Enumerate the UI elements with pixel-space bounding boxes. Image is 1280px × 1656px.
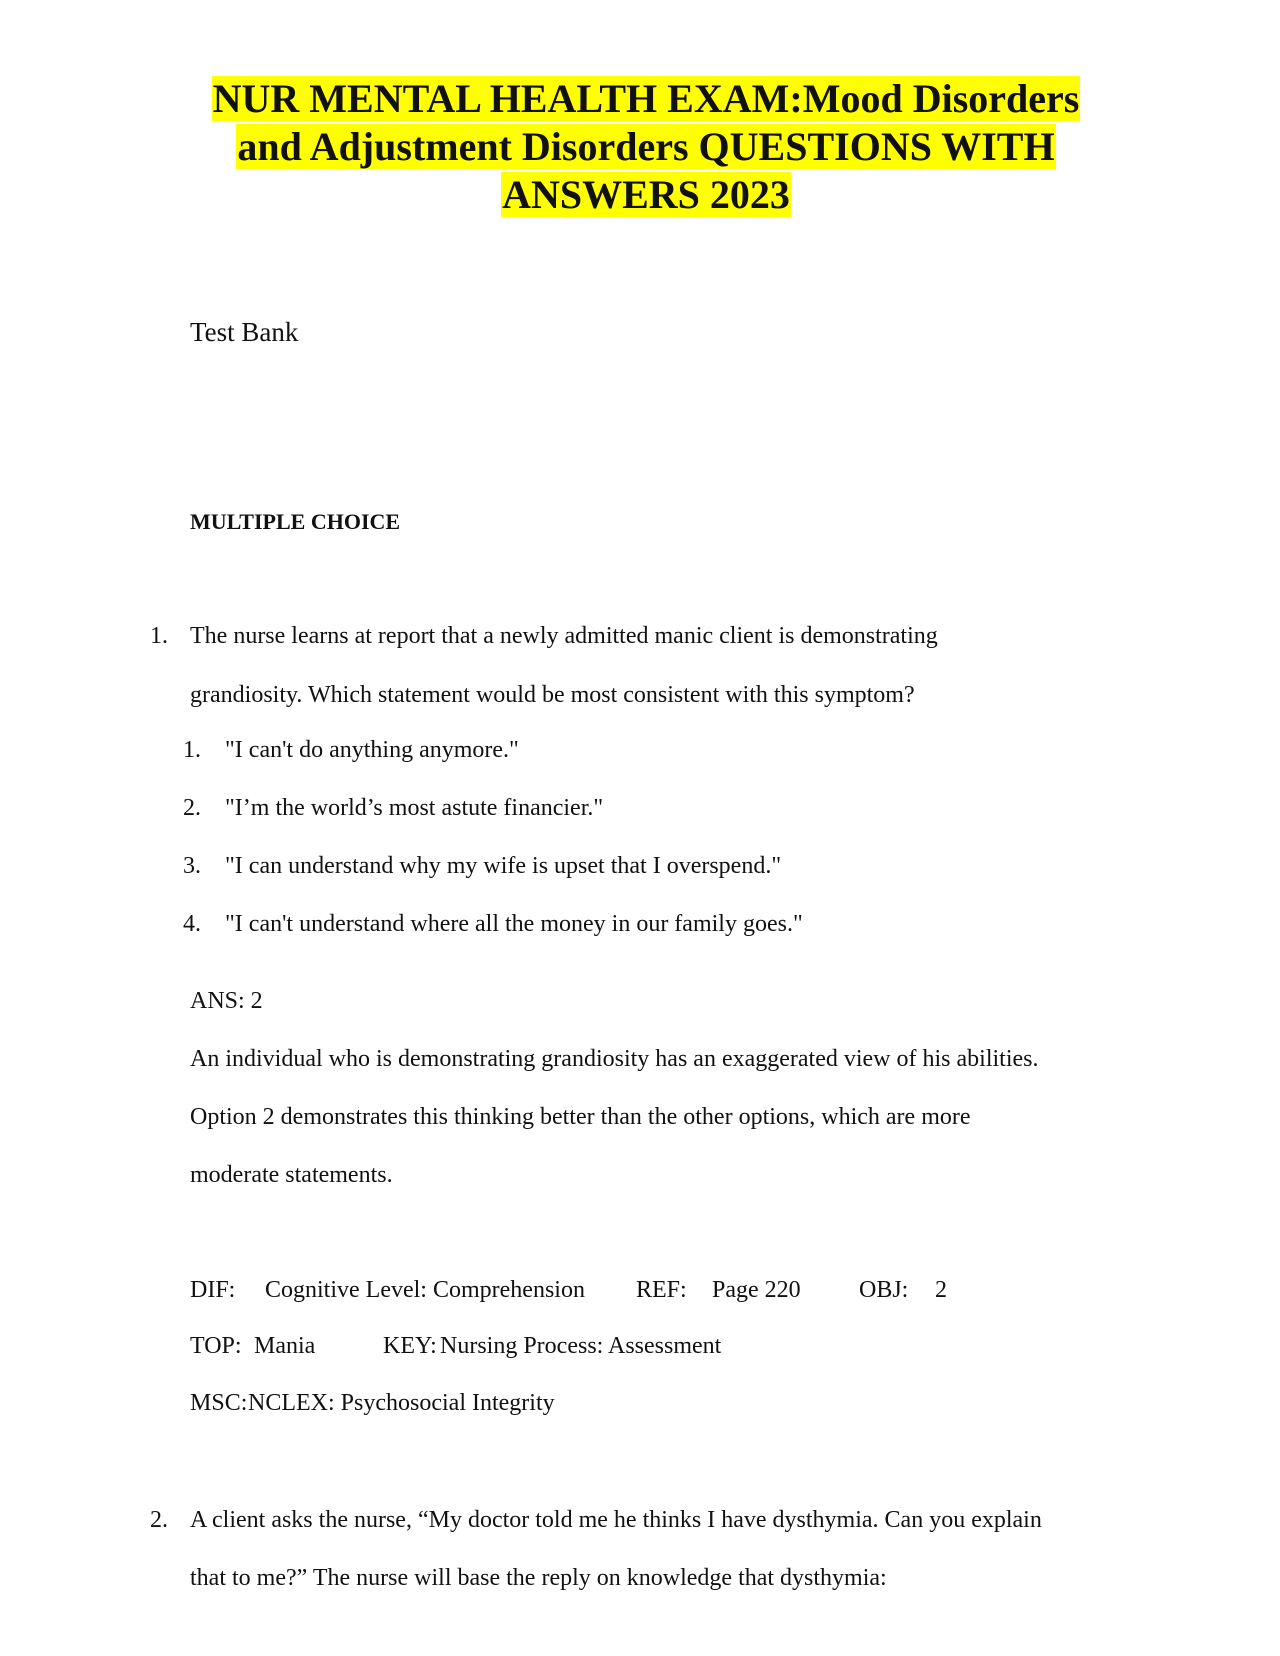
title-line-3-text: ANSWERS 2023 <box>502 172 790 217</box>
question-text-line: grandiosity. Which statement would be most consistent with this symptom? <box>190 682 915 708</box>
question-text-line: A client asks the nurse, “My doctor told me he thinks I have dysthymia. Can you explain <box>190 1507 1042 1533</box>
title-line-2 <box>0 123 1280 171</box>
title-line-2-text: and Adjustment Disorders QUESTIONS WITH <box>237 124 1055 169</box>
section-heading: MULTIPLE CHOICE <box>190 509 401 534</box>
key-value: Nursing Process: Assessment <box>440 1333 722 1359</box>
option-text: "I can understand why my wife is upset that I overspend." <box>225 853 782 879</box>
ref-label: REF: <box>636 1277 687 1303</box>
option-text: "I’m the world’s most astute financier." <box>225 795 604 821</box>
title-line-1 <box>0 75 1280 123</box>
rationale-line: moderate statements. <box>190 1162 393 1188</box>
question-text-line: The nurse learns at report that a newly admitted manic client is demonstrating <box>190 623 938 649</box>
option-number: 1. <box>183 737 201 763</box>
rationale-line: An individual who is demonstrating grandiosity has an exaggerated view of his abilities. <box>190 1046 1039 1072</box>
option-number: 4. <box>183 911 201 937</box>
top-label: TOP: <box>190 1333 242 1359</box>
option-text: "I can't understand where all the money in our family goes." <box>225 911 803 937</box>
title-line-3 <box>0 171 1280 219</box>
answer-key: ANS: 2 <box>190 988 263 1014</box>
obj-label: OBJ: <box>859 1277 909 1303</box>
option-number: 3. <box>183 853 201 879</box>
title-line-1-text: NUR MENTAL HEALTH EXAM:Mood Disorders <box>212 76 1080 121</box>
obj-value: 2 <box>935 1277 947 1303</box>
dif-label: DIF: <box>190 1277 236 1303</box>
option-text: "I can't do anything anymore." <box>225 737 519 763</box>
subtitle: Test Bank <box>190 317 299 347</box>
key-label: KEY: <box>383 1333 437 1359</box>
ref-value: Page 220 <box>712 1277 801 1303</box>
dif-value: Cognitive Level: Comprehension <box>265 1277 585 1303</box>
msc-label: MSC: <box>190 1390 248 1416</box>
top-value: Mania <box>254 1333 316 1359</box>
option-number: 2. <box>183 795 201 821</box>
question-number: 2. <box>150 1507 168 1533</box>
question-text-line: that to me?” The nurse will base the reply on knowledge that dysthymia: <box>190 1565 887 1591</box>
document-title <box>0 75 1280 219</box>
question-number: 1. <box>150 623 168 649</box>
msc-value: NCLEX: Psychosocial Integrity <box>248 1390 555 1416</box>
rationale-line: Option 2 demonstrates this thinking better than the other options, which are more <box>190 1104 971 1130</box>
